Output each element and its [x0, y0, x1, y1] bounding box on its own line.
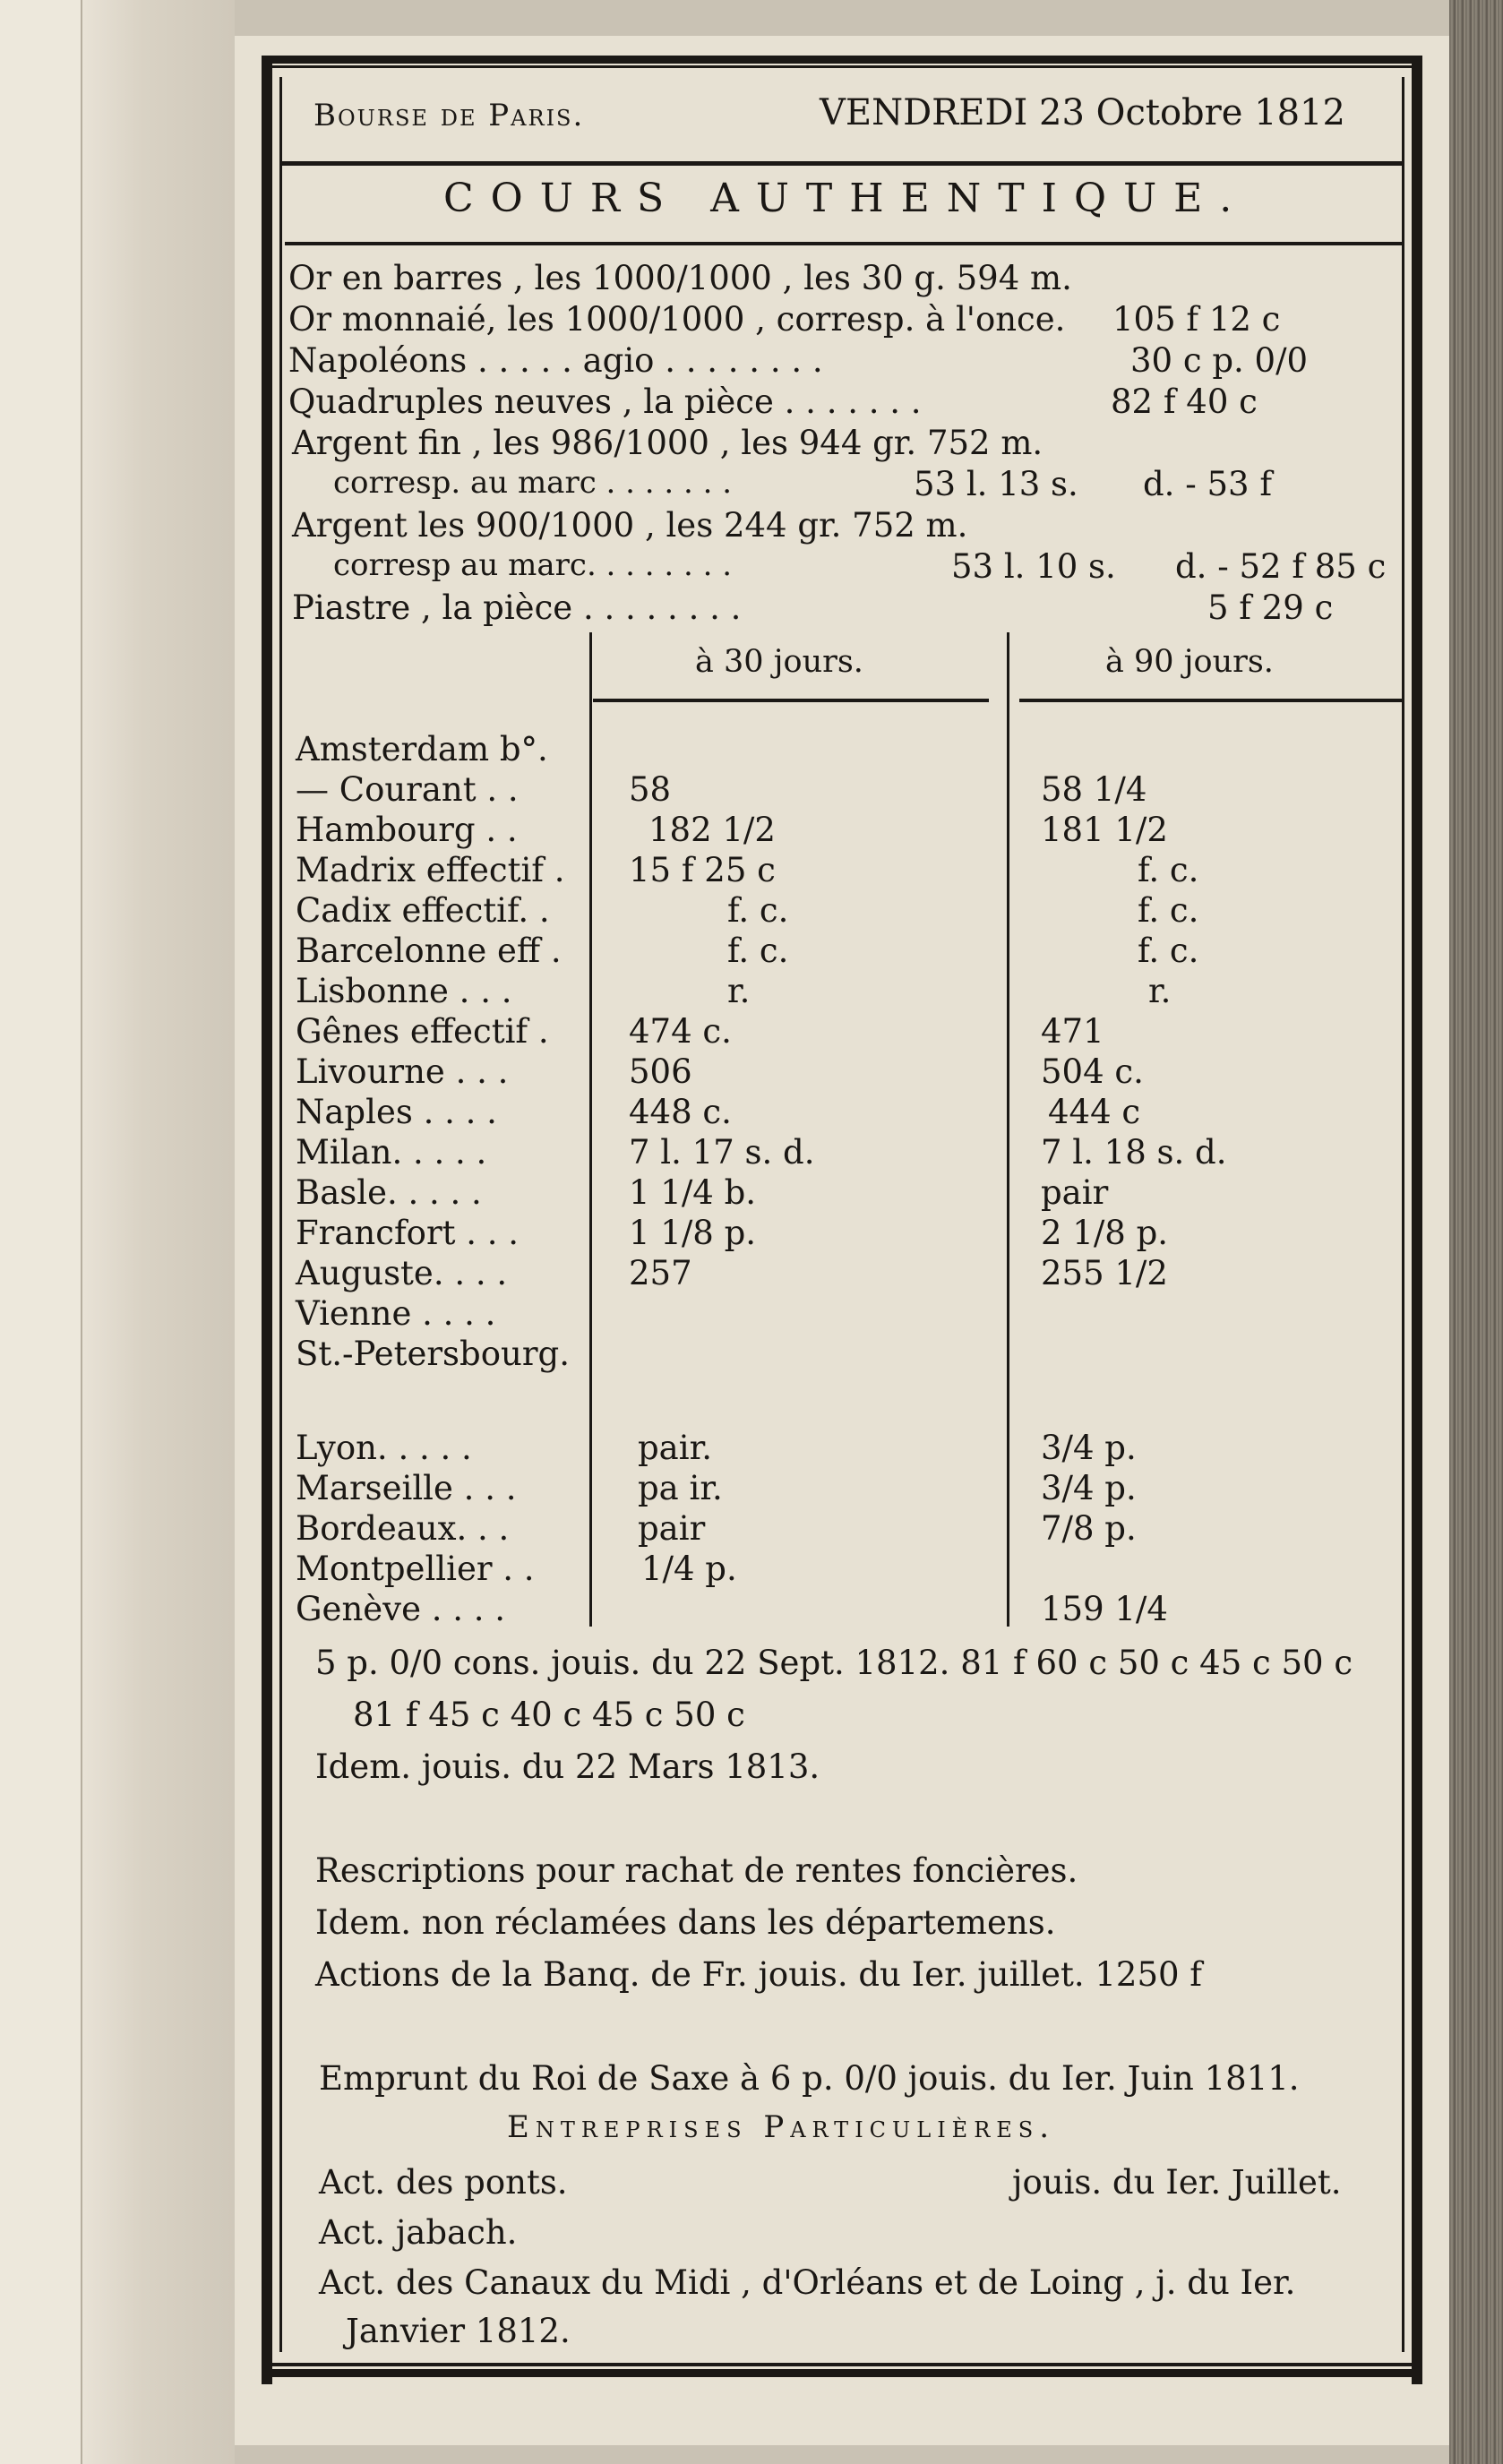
entreprise-line-right: jouis. du Ier. Juillet. — [1012, 2163, 1342, 2202]
header-date: VENDREDI 23 Octobre 1812 — [820, 92, 1345, 133]
column-head-rule-2 — [1019, 699, 1403, 702]
exchange-90: 58 1/4 — [1041, 770, 1147, 809]
exchange-row-name: Francfort . . . — [296, 1214, 520, 1252]
metal-line: Argent fin , les 986/1000 , les 944 gr. 752 m. — [292, 424, 1044, 462]
exchange-30: 474 c. — [629, 1012, 732, 1051]
exchange-90: f. c. — [1138, 891, 1199, 930]
entreprise-line: Act. des ponts. — [319, 2163, 568, 2202]
rente-line: 5 p. 0/0 cons. jouis. du 22 Sept. 1812. 81 f 60 c 50 c 45 c 50 c — [315, 1644, 1353, 1682]
exchange-row-name: Basle. . . . . — [296, 1173, 482, 1212]
domestic-30: 1/4 p. — [641, 1550, 737, 1588]
exchange-row-name: Vienne . . . . — [296, 1294, 496, 1333]
exchange-row-name: Gênes effectif . — [296, 1012, 549, 1051]
metal-extra: d. - 52 f 85 c — [1175, 547, 1387, 586]
domestic-row-name: Marseille . . . — [296, 1469, 517, 1507]
metal-line: Quadruples neuves , la pièce . . . . . . . — [288, 382, 922, 421]
exchange-90: 255 1/2 — [1041, 1254, 1168, 1292]
exchange-90: 2 1/8 p. — [1041, 1214, 1169, 1252]
metal-value: 82 f 40 c — [1111, 382, 1258, 421]
metal-line: Piastre , la pièce . . . . . . . . — [292, 588, 742, 627]
exchange-30: 7 l. 17 s. d. — [629, 1133, 815, 1172]
exchange-30: 1 1/4 b. — [629, 1173, 757, 1212]
metal-line: Or monnaié, les 1000/1000 , corresp. à l'once. — [288, 300, 1066, 339]
rescription-line: Rescriptions pour rachat de rentes foncières. — [315, 1851, 1078, 1890]
exchange-90: pair — [1041, 1173, 1109, 1212]
column-head-rule-1 — [593, 699, 989, 702]
metal-value: 5 f 29 c — [1207, 588, 1334, 627]
scan-left-margin — [0, 0, 81, 2464]
domestic-row-name: Bordeaux. . . — [296, 1509, 510, 1548]
exchange-row-name: Madrix effectif . — [296, 851, 565, 889]
exchange-30: r. — [727, 972, 751, 1010]
domestic-90: 159 1/4 — [1041, 1590, 1168, 1628]
exchange-90: f. c. — [1138, 851, 1199, 889]
page-edges — [1449, 0, 1503, 2464]
exchange-row-name: Naples . . . . — [296, 1093, 497, 1131]
exchange-90: 444 c — [1048, 1093, 1141, 1131]
column-header-90: à 90 jours. — [1105, 644, 1274, 680]
metal-line: Argent les 900/1000 , les 244 gr. 752 m. — [292, 506, 968, 545]
column-rule-1 — [589, 632, 592, 1627]
metal-value: 53 l. 10 s. — [951, 547, 1116, 586]
exchange-30: 448 c. — [629, 1093, 732, 1131]
exchange-30: 58 — [629, 770, 672, 809]
domestic-row-name: Genève . . . . — [296, 1590, 506, 1628]
metal-line: Or en barres , les 1000/1000 , les 30 g. 594 m. — [288, 259, 1072, 297]
domestic-90: 7/8 p. — [1041, 1509, 1137, 1548]
entreprise-line: Act. jabach. — [319, 2213, 518, 2252]
exchange-row-name: Livourne . . . — [296, 1052, 509, 1091]
rescription-line: Idem. non réclamées dans les départemens. — [315, 1903, 1056, 1942]
entreprise-line: Act. des Canaux du Midi , d'Orléans et de Loing , j. du Ier. — [319, 2263, 1296, 2302]
exchange-90: 181 1/2 — [1041, 811, 1168, 849]
exchange-90: 471 — [1041, 1012, 1104, 1051]
exchange-row-name: Cadix effectif. . — [296, 891, 550, 930]
domestic-30: pa ir. — [638, 1469, 723, 1507]
header-bourse: Bourse de Paris. — [313, 98, 585, 133]
rescription-line: Actions de la Banq. de Fr. jouis. du Ier. juillet. 1250 f — [315, 1955, 1203, 1994]
domestic-30: pair — [638, 1509, 706, 1548]
exchange-90: 504 c. — [1041, 1052, 1144, 1091]
exchange-30: 182 1/2 — [648, 811, 776, 849]
entreprise-line: Janvier 1812. — [346, 2312, 571, 2350]
domestic-row-name: Montpellier . . — [296, 1550, 535, 1588]
exchange-30: 257 — [629, 1254, 692, 1292]
exchange-row-name: Barcelonne eff . — [296, 932, 562, 970]
entreprises-heading: Entreprises Particulières. — [507, 2109, 1056, 2145]
metal-extra: d. - 53 f — [1143, 465, 1273, 503]
rente-line: Idem. jouis. du 22 Mars 1813. — [315, 1747, 820, 1786]
domestic-90: 3/4 p. — [1041, 1429, 1137, 1467]
exchange-row-name: Lisbonne . . . — [296, 972, 512, 1010]
metal-value: 105 f 12 c — [1112, 300, 1281, 339]
exchange-90: 7 l. 18 s. d. — [1041, 1133, 1227, 1172]
book-spine — [81, 0, 235, 2464]
frame-top-rule — [262, 56, 1422, 68]
column-header-30: à 30 jours. — [695, 644, 863, 680]
domestic-90: 3/4 p. — [1041, 1469, 1137, 1507]
exchange-30: f. c. — [727, 891, 789, 930]
exchange-row-name: — Courant . . — [296, 770, 519, 809]
exchange-90: r. — [1148, 972, 1172, 1010]
metal-value: 30 c p. 0/0 — [1130, 341, 1309, 380]
page-title: COURS AUTHENTIQUE. — [443, 176, 1250, 221]
exchange-row-name: St.-Petersbourg. — [296, 1335, 570, 1373]
exchange-90: f. c. — [1138, 932, 1199, 970]
metal-value: 53 l. 13 s. — [914, 465, 1078, 503]
exchange-row-name: Milan. . . . . — [296, 1133, 487, 1172]
emprunt-line: Emprunt du Roi de Saxe à 6 p. 0/0 jouis. du Ier. Juin 1811. — [319, 2059, 1300, 2098]
rente-line: 81 f 45 c 40 c 45 c 50 c — [353, 1696, 745, 1734]
exchange-30: 506 — [629, 1052, 692, 1091]
exchange-30: f. c. — [727, 932, 789, 970]
metal-line: corresp au marc. . . . . . . . — [333, 547, 733, 583]
frame-bottom-rule — [262, 2363, 1422, 2377]
exchange-30: 1 1/8 p. — [629, 1214, 757, 1252]
domestic-30: pair. — [638, 1429, 712, 1467]
column-rule-2 — [1007, 632, 1009, 1627]
exchange-row-name: Auguste. . . . — [296, 1254, 508, 1292]
metal-line: corresp. au marc . . . . . . . — [333, 465, 733, 501]
exchange-30: 15 f 25 c — [629, 851, 776, 889]
title-rule — [285, 242, 1404, 245]
header-rule — [279, 161, 1404, 166]
exchange-row-name: Hambourg . . — [296, 811, 518, 849]
metal-line: Napoléons . . . . . agio . . . . . . . . — [288, 341, 823, 380]
exchange-row-name: Amsterdam b°. — [296, 730, 548, 768]
domestic-row-name: Lyon. . . . . — [296, 1429, 472, 1467]
